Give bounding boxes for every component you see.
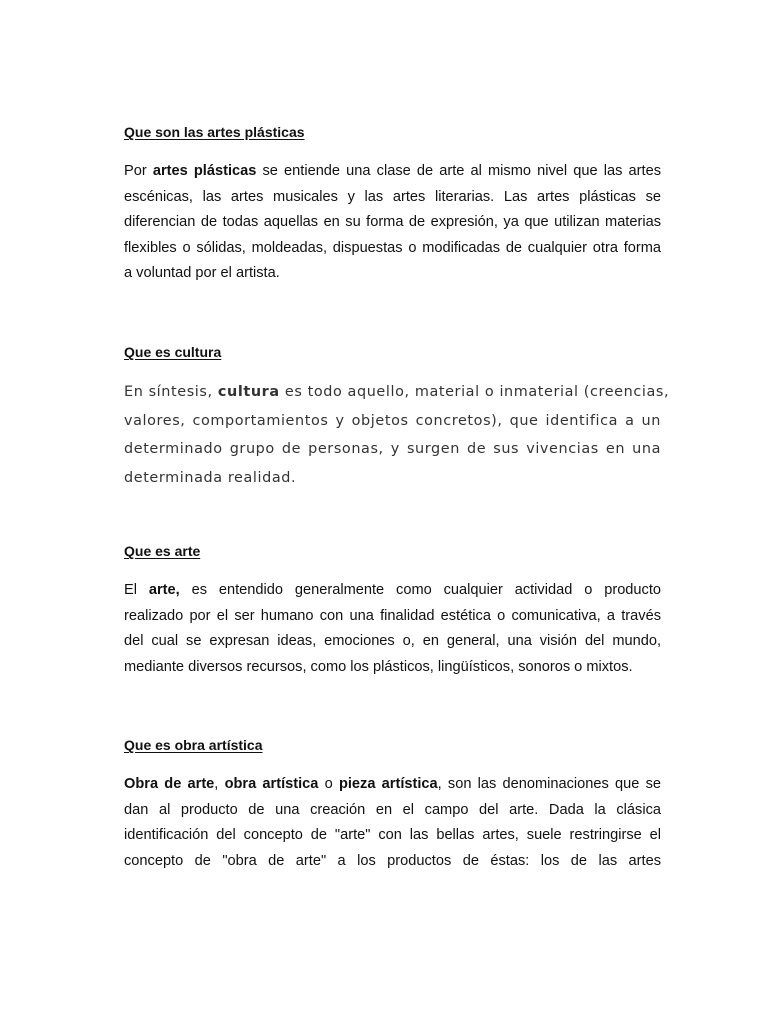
section-heading-obra-artistica: Que es obra artística <box>124 737 263 753</box>
text-line: concepto de "obra de arte" a los productos de éstas: los de las artes <box>124 852 661 869</box>
text-line: En síntesis, cultura es todo aquello, material o inmaterial (creencias, <box>124 384 670 400</box>
text-line: El arte, es entendido generalmente como cualquier actividad o producto <box>124 582 662 598</box>
text-line: flexibles o sólidas, moldeadas, dispuestas o modificadas de cualquier otra forma <box>124 239 661 256</box>
text-line: dan al producto de una creación en el campo del arte. Dada la clásica <box>124 801 661 818</box>
bold-term: Obra de arte <box>124 776 215 792</box>
text-line: mediante diversos recursos, como los plásticos, lingüísticos, sonoros o mixtos. <box>124 658 633 675</box>
text-line: identificación del concepto de "arte" con las bellas artes, suele restringirse el <box>124 827 661 843</box>
paragraph-arte <box>124 578 661 680</box>
text-line: escénicas, las artes musicales y las artes literarias. Las artes plásticas se <box>124 188 661 205</box>
text-line: Obra de arte, obra artística o pieza artística, son las denominaciones que se <box>124 776 661 792</box>
text-line: valores, comportamientos y objetos concretos), que identifica a un <box>124 412 661 429</box>
text-line: del cual se expresan ideas, emociones o, en general, una visión del mundo, <box>124 633 661 649</box>
paragraph-obra-artistica <box>124 772 661 874</box>
bold-term: arte, <box>148 582 180 598</box>
text-line: realizado por el ser humano con una finalidad estética o comunicativa, a través <box>124 607 661 624</box>
text-line: Por artes plásticas se entiende una clase de arte al mismo nivel que las artes <box>124 163 662 179</box>
bold-term: artes plásticas <box>152 163 257 179</box>
bold-term: obra artística <box>224 776 319 792</box>
paragraph-cultura <box>124 378 670 492</box>
section-heading-arte: Que es arte <box>124 543 201 559</box>
paragraph-artes-plasticas <box>124 159 661 287</box>
text-line: a voluntad por el artista. <box>124 265 280 281</box>
text-line: determinada realidad. <box>124 469 297 486</box>
text-line: determinado grupo de personas, y surgen de sus vivencias en una <box>124 441 661 457</box>
section-heading-artes-plasticas: Que son las artes plásticas <box>124 124 305 140</box>
text-line: diferencian de todas aquellas en su forma de expresión, ya que utilizan materias <box>124 214 661 230</box>
section-heading-cultura: Que es cultura <box>124 344 222 360</box>
bold-term: pieza artística <box>338 776 438 792</box>
bold-term: cultura <box>217 384 280 400</box>
